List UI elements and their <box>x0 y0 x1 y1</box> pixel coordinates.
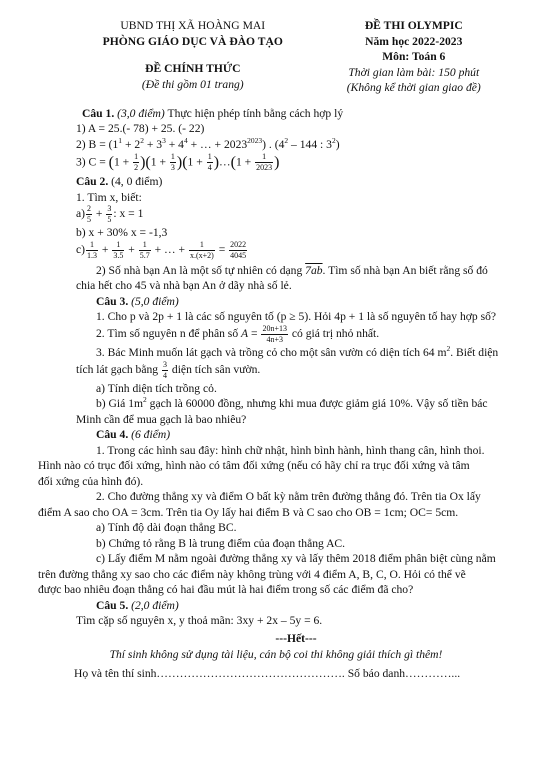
q4-p2: 2. Cho đường thẳng xy và điểm O bất kỳ nằm trên đường thẳng đó. Trên tia Ox lấy <box>96 490 481 504</box>
q3-p3-cont: tích lát gạch bằng $\frac{3}{4}$ diện tích sân vườn. <box>76 359 261 380</box>
document-header <box>76 18 516 96</box>
time-note: Thời gian làm bài: 150 phút <box>348 65 480 79</box>
q4-p1: 1. Trong các hình sau đây: hình chữ nhật, hình bình hành, hình thang cân, hình thoi. <box>96 443 485 457</box>
q2-p2: 2) Số nhà bạn An là một số tự nhiên có dạng 7ab. Tìm số nhà bạn An biết rằng số đó <box>96 263 488 277</box>
end-marker: ---Hết--- <box>275 632 317 645</box>
q4-p1-end: đối xứng của hình đó). <box>38 474 144 488</box>
question-4 <box>38 427 516 598</box>
q1-part-c: 3) C = (1 + $\frac{1}{2}$ )(1 + $\frac{1}{3}$ )(1 + $\frac{1}{4}$ )…(1 + $\frac{1}{2023}$ ) <box>76 152 280 173</box>
q1-part-b: 2) $B = (1^1 + 2^2 + 3^3 + 4^4$ + … + $2023^{2023}$) . ($4^2 - 144$ : $3^2$) <box>76 135 340 151</box>
q1-part-a: 1) A = 25.(- 78) + 25. (- 22) <box>76 122 205 136</box>
question-1 <box>76 106 516 175</box>
q2-points: (4, 0 điểm) <box>111 175 163 189</box>
q4-points: (6 điểm) <box>131 428 171 442</box>
subject: Môn: Toán 6 <box>382 50 446 64</box>
q2-part-a: a) $\frac{2}{5}$ + $\frac{3}{5}$ : x = 1 <box>76 204 144 225</box>
q5-p1: Tìm cặp số nguyên x, y thoả mãn: 3xy + 2x – 5y = 6. <box>76 614 323 628</box>
time-sub: (Không kể thời gian giao đề) <box>346 81 481 95</box>
q2-part-c: c) $\frac{1}{1.3}$ + $\frac{1}{3.5}$ + $\frac{1}{5.7}$ + … + $\frac{1}{x.(x+2)}$ = $\frac{2022}{4045}$ <box>76 239 247 260</box>
q3-p3: 3. Bác Minh muốn lát gạch và trồng cỏ cho một sân vườn có diện tích 64 $m^2$. Biết diện <box>96 344 499 359</box>
question-2 <box>76 174 516 294</box>
header-left <box>70 18 316 96</box>
q1-points: (3,0 điểm) <box>117 106 165 120</box>
q3-part-b: b) Giá $1m^2$ gạch là 60000 đồng, nhưng khi mua được giảm giá 10%. Vậy số tiền bác <box>96 395 488 411</box>
q4-part-c: c) Lấy điểm M nằm ngoài đường thẳng xy và lấy thêm 2018 điểm phân biệt cùng nằm <box>96 552 496 566</box>
q2-p2-cont: chia hết cho 45 và nhà bạn An ở dãy nhà số lẻ. <box>76 279 292 293</box>
q3-p2: 2. Tìm số nguyên n để phân số A = $\frac{20n+13}{4n+3}$ có giá trị nhỏ nhất. <box>96 323 380 344</box>
school-year: Năm học 2022-2023 <box>365 34 463 48</box>
q2-title: Câu 2. <box>76 175 109 189</box>
q2-p1: 1. Tìm x, biết: <box>76 190 142 204</box>
question-5 <box>76 598 516 629</box>
q4-p1-cont: Hình nào có trục đối xứng, hình nào có tâm đối xứng (nếu có hãy chỉ ra trục đối xứng và tâm <box>38 459 470 473</box>
official-label: ĐỀ CHÍNH THỨC <box>145 62 241 76</box>
candidate-line: Họ và tên thí sinh…………………………………………. Số báo danh…………... <box>74 667 461 681</box>
q3-part-a: a) Tính diện tích trồng cỏ. <box>96 381 217 395</box>
q2-part-b: b) x + 30% x = -1,3 <box>76 226 168 240</box>
q4-title: Câu 4. <box>96 428 129 442</box>
q4-p2-cont: điểm A sao cho OA = 3cm. Trên tia Oy lấy hai điểm B và C sao cho OB = 1cm; OC= 5cm. <box>38 505 459 519</box>
q5-points: (2,0 điểm) <box>131 598 179 612</box>
q3-title: Câu 3. <box>96 294 129 308</box>
exam-title: ĐỀ THI OLYMPIC <box>364 19 463 32</box>
q1-intro: Thực hiện phép tính bằng cách hợp lý <box>167 106 344 120</box>
q3-part-b-cont: Minh cần để mua gạch là bao nhiêu? <box>76 412 247 426</box>
header-right <box>316 18 512 96</box>
q4-part-a: a) Tính độ dài đoạn thẳng BC. <box>96 521 237 535</box>
q1-title: Câu 1. <box>82 106 115 120</box>
footer-note: Thí sinh không sử dụng tài liệu, cán bộ coi thi không giải thích gì thêm! <box>109 647 443 661</box>
q5-title: Câu 5. <box>96 598 129 612</box>
org-line1: UBND THỊ XÃ HOÀNG MAI <box>120 19 266 32</box>
q4-part-b: b) Chứng tỏ rằng B là trung điểm của đoạn thẳng AC. <box>96 536 346 550</box>
q3-p1: 1. Cho p và 2p + 1 là các số nguyên tố (p ≥ 5). Hỏi 4p + 1 là số nguyên tố hay hợp số? <box>96 310 497 324</box>
q4-part-c-end: được bao nhiêu đoạn thẳng có hai đầu mút là hai điểm trong số các điểm đã cho? <box>38 583 414 597</box>
q4-part-c-cont: trên đường thẳng xy sao cho các điểm này không trùng với 4 điểm A, B, C, O. Hỏi có thể vẽ <box>38 567 466 581</box>
question-3 <box>76 294 516 427</box>
pages-note: (Đề thi gồm 01 trang) <box>141 77 244 91</box>
org-line2: PHÒNG GIÁO DỤC VÀ ĐÀO TẠO <box>102 34 283 48</box>
q3-points: (5,0 điểm) <box>131 294 179 308</box>
